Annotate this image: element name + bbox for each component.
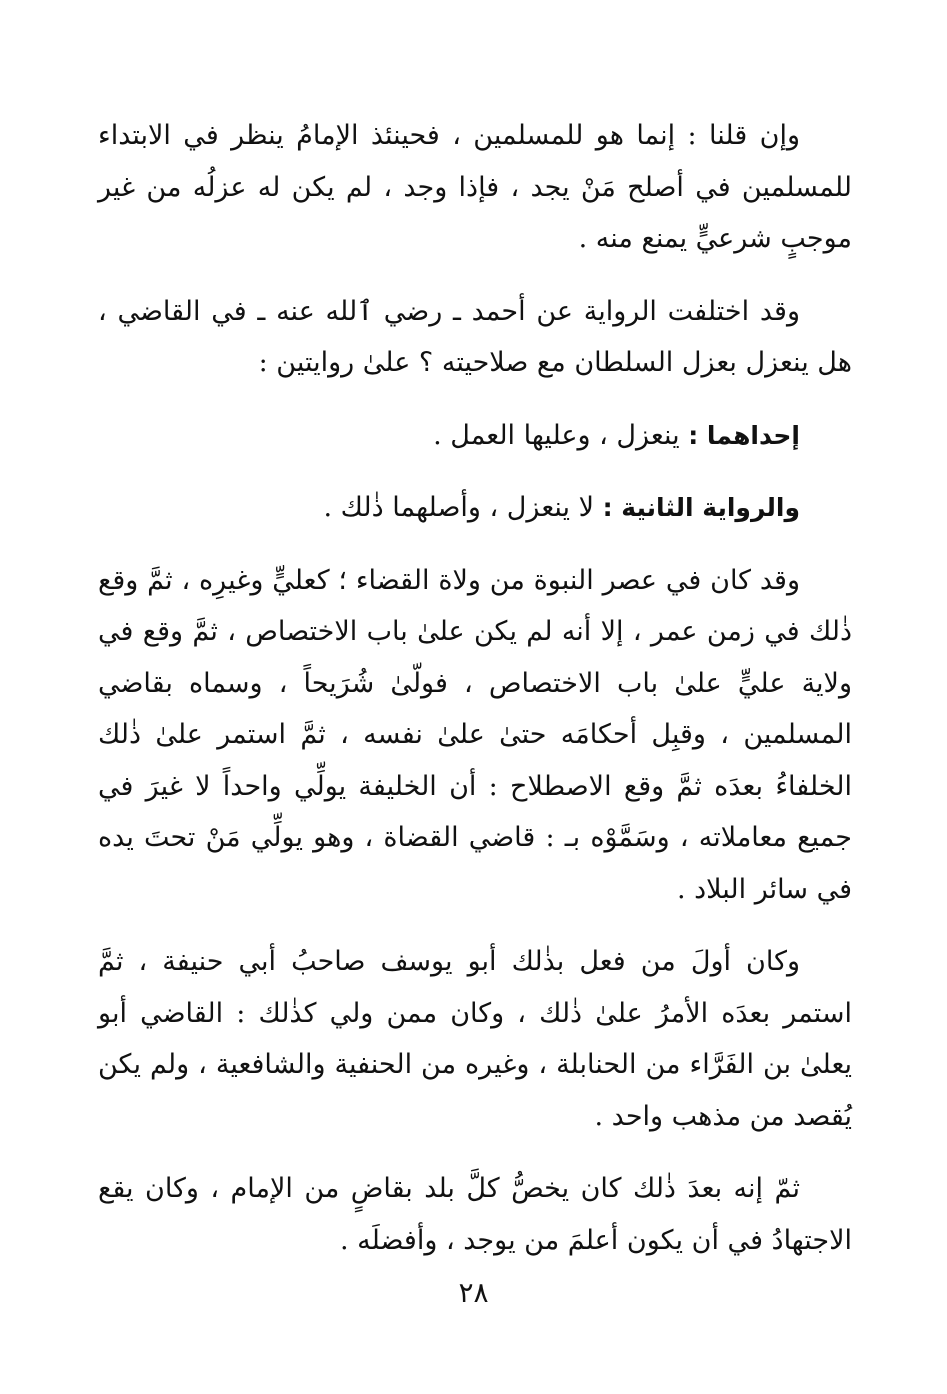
body-text bbox=[98, 110, 852, 1287]
paragraph-5 bbox=[98, 555, 852, 916]
paragraph-1 bbox=[98, 110, 852, 265]
paragraph-2-text: وقد اختلفت الرواية عن أحمد ـ رضي ٱلله عنه ـ في القاضي ، هل ينعزل بعزل السلطان مع صلاحيته ؟ علىٰ روايتين : bbox=[98, 295, 852, 378]
paragraph-4 bbox=[98, 482, 852, 534]
paragraph-3-lead: إحداهما : bbox=[688, 420, 800, 450]
paragraph-7 bbox=[98, 1163, 852, 1266]
paragraph-4-lead: والرواية الثانية : bbox=[602, 493, 800, 522]
paragraph-6 bbox=[98, 936, 852, 1142]
paragraph-4-text: لا ينعزل ، وأصلهما ذٰلك . bbox=[323, 492, 603, 523]
paragraph-3-text: ينعزل ، وعليها العمل . bbox=[433, 419, 689, 451]
paragraph-2 bbox=[98, 286, 852, 389]
paragraph-6-text: وكان أولَ من فعل بذٰلك أبو يوسف صاحبُ أبي حنيفة ، ثمَّ استمر بعدَه الأمرُ علىٰ ذٰلك ، وكان ممن ولي كذٰلك : القاضي أبو يعلىٰ بن الفَرَّاء من الحنابلة ، وغيره من الحنفية والشافعية ، ولم يكن يُقصد من مذهب واحد . bbox=[98, 946, 852, 1132]
page-number: ٢٨ bbox=[458, 1276, 489, 1309]
paragraph-1-text: وإن قلنا : إنما هو للمسلمين ، فحينئذ الإمامُ ينظر في الابتداء للمسلمين في أصلح مَنْ يجد ، فإذا وجد ، لم يكن له عزلُه من غير موجبٍ شرعيٍّ يمنع منه . bbox=[98, 120, 852, 254]
paragraph-3 bbox=[98, 410, 852, 462]
paragraph-7-text: ثمّ إنه بعدَ ذٰلك كان يخصُّ كلَّ بلد بقاضٍ من الإمام ، وكان يقع الاجتهادُ في أن يكون أعلمَ من يوجد ، وأفضلَه . bbox=[98, 1173, 852, 1256]
paragraph-5-text: وقد كان في عصر النبوة من ولاة القضاء ؛ كعليٍّ وغيرِه ، ثمَّ وقع ذٰلك في زمن عمر ، إلا أنه لم يكن علىٰ باب الاختصاص ، ثمَّ وقع في ولاية عليٍّ علىٰ باب الاختصاص ، فولّىٰ شُرَيحاً ، وسماه بقاضي المسلمين ، وقبِل أحكامَه حتىٰ علىٰ نفسه ، ثمَّ استمر علىٰ ذٰلك الخلفاءُ بعدَه ثمَّ وقع الاصطلاح : أن الخليفة يولِّي واحداً لا غيرَ في جميع معاملاته ، وسَمَّوْه بـ : قاضي القضاة ، وهو يولِّي مَنْ تحتَ يده في سائر البلاد . bbox=[98, 564, 852, 905]
